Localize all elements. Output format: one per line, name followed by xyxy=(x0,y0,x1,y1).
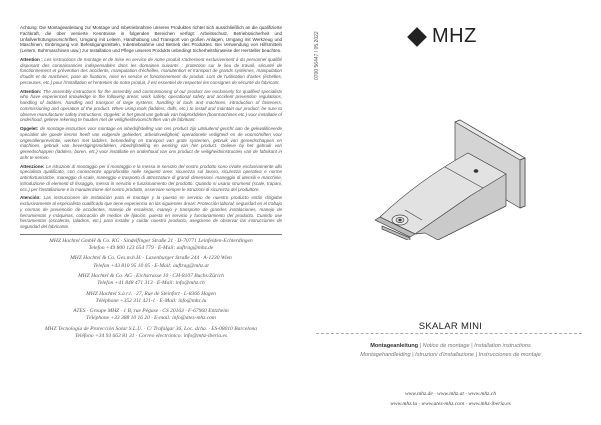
product-title: SKALAR MINI xyxy=(418,321,483,332)
document-code: 0700 56447 / 05.2022 xyxy=(314,31,320,80)
address-de: MHZ Hachtel GmbH & Co. KG · Sindelfinger Straße 21 · D-70771 Leinfelden-Echterdingen Telefon +49 800 123 654 779 · E-Mail: auftrag@mhz.de xyxy=(49,237,253,252)
warnings-column xyxy=(20,25,282,343)
product-illustration xyxy=(360,110,540,240)
document-subtitle: Montageanleitung | Notice de montage | Installation instructions Montagehandleiding | Istruzioni d'installazione | Instrucciones de montaje xyxy=(360,343,541,358)
warning-it: Attenzione: Le istruzioni di montaggio per il montaggio e la messa in servizio del nostro prodotto sono rivolte esclusivamente allo specialista qualificato, con conoscenze approfondite nelle seguenti aree: sicurezza sul lavoro, sicurezza operativa e norme antinfortunistiche, maneggio di scale, maneggio e trasporto di attrezzature di grandi dimensioni, maneggio di utensili e macchine, introduzione di elementi di fissaggio, messa in servizio e funzionamento del prodotto. Quando si usano strumenti (scale, trapani, ecc.) per l'installazione e la manutenzione del nostro prodotto, osservare sempre le istruzioni di sicurezza del produttore. xyxy=(20,163,282,192)
dashed-divider xyxy=(316,333,582,334)
address-list xyxy=(20,238,282,341)
address-es: MHZ Tecnología de Protección Solar S.L.U. · C/ Trafalgar 36, Loc. dcha. · ES-08010 Barcelona Teléfono +34 93 663 81 31 · Correo electrónico: info@mhz-iberia.es xyxy=(44,325,258,340)
websites-line-1[interactable]: www.mhz.de · www.mhz.at · www.mhz.ch xyxy=(404,391,497,397)
warning-de: Achtung: Die Montageanleitung zur Montage und Inbetriebnahme unseres Produktes richtet sich ausschließlich an die qualifizierte Fachkraft, die über versierte Kenntnisse in folgenden Bereichen verfügt: Arbeitsschutz, Betriebssicherheit und Unfallverhütungsvorschriften, Umgang mit Leitern, Handhabung und Transport von großen Anlagen, Umgang mit Werkzeug und Maschinen, Einbringung von Befestigungsmitteln, Inbetriebnahme und Betrieb des Produktes. Bei Verwendung von Hilfsmitteln (Leitern, Bohrmaschinen usw.) zur Installation und Pflege unseres Produkts unbedingt Sicherheitshinweise der Hersteller beachten. xyxy=(20,25,282,53)
address-lu: MHZ Hachtel S.à r.l. · 27, Rue de Steinfort · L-8366 Hagen Téléphone +352 311 421-1 · E-Mail: info@mhz.lu xyxy=(86,290,216,304)
websites-line-2[interactable]: www.mhz.lu · www.ates-mhz.com · www.mhz-iberia.es xyxy=(390,401,511,407)
mhz-logo: MHZ xyxy=(410,25,477,48)
divider xyxy=(20,234,282,235)
warning-nl: Opgelet: de montage-instructies voor montage en inbedrijfstelling van ons product zijn uitsluitend gericht aan de gekwalificeerde specialist die goede kennis heeft van volgende gebieden: arbeidsveiligheid, operationele veiligheid en de voorschriften voor ongevallenpreventie, werken met ladders, behandeling en transport van grote systemen, gebruik van gereedschappen en machines, gebruik van bevestigingsmiddelen, inbedrijfstelling en werking van het product. Gelieve bij het gebruik van gereedschappen (ladders, boren, etc.) voor installatie en onderhoud van ons product de veiligheidsinstructies van de fabrikant in acht te nemen. xyxy=(20,126,283,160)
warning-fr: Attention : Les instructions de montage et de mise en service de notre produit s'adressent exclusivement à du personnel qualifié disposant des connaissances indispensables dans les domaines suivants : protection sur le lieu de travail, sécurité de fonctionnement et prévention des accidents, manipulation d'échelles, manutention et transport de grands systèmes, manipulation d'outils et de machines, pose de fixations, mise en service et fonctionnement du produit. Lors de l'utilisation d'aides (échelles, perceuses, etc.) pour l'installation et l'entretien de notre produit, il est essentiel de respecter les consignes de sécurité du fabricant. xyxy=(20,56,282,85)
warning-en: Attention: The assembly instructions for the assembly and commissioning of our product are exclusively for qualified specialists who have experienced knowledge in the following areas: work safety, operational safety and accident prevention regulations, handling of ladders, handling and transport of large systems, handling of tools and machines, introduction of fasteners, commissioning and operation of the product. When using tools (ladders, drills, etc.) to install and maintain our product, be sure to observe manufacturer safety instructions. Opgelet: in het geval van gebruik van hulpmiddelen (boormachines etc.) voor installatie of onderhoud, gelieve rekening te houden met de veiligheidsvoorschriften van de fabrikant. xyxy=(20,88,282,123)
diamond-icon xyxy=(407,27,427,47)
websites xyxy=(300,389,601,409)
address-at: MHZ Hachtel & Co. Ges.m.b.H. · Laxenburger Straße 244 · A-1230 Wien Telefon +43 810 95 10 05 · E-Mail: auftrag@mhz.at xyxy=(70,255,232,269)
warning-es: Atención: Las instrucciones de instalación para el montaje y la puesta en servicio de nuestro producto están dirigidas exclusivamente al especialista cualificado que tiene experiencia en las siguientes áreas: Protección laboral, seguridad en el trabajo y normas de prevención de accidentes, manejo de escaleras, manejo y transporte de grandes instalaciones, manejo de herramientas y máquinas, colocación de medios de fijación, puesta en servicio y funcionamiento del producto. Cuando use herramientas (escaleras, taladros, etc.) para instalar y cuidar nuestro producto, asegúrese de observar las instrucciones de seguridad del fabricante. xyxy=(20,195,283,229)
address-ch: MHZ Hachtel & Co. AG · Eichstrasse 10 · CH-8107 Buchs/Zürich Telefon +41 848 471 313 · E-Mail: info@mhz.ch xyxy=(78,272,224,287)
address-fr: ATES · Groupe MHZ · 1 B, rue Pégase · CS 20163 · F-67960 Entzheim Téléphone +33 388 10 16 20 · E-mail: info@ates-mhz.com xyxy=(73,308,229,322)
